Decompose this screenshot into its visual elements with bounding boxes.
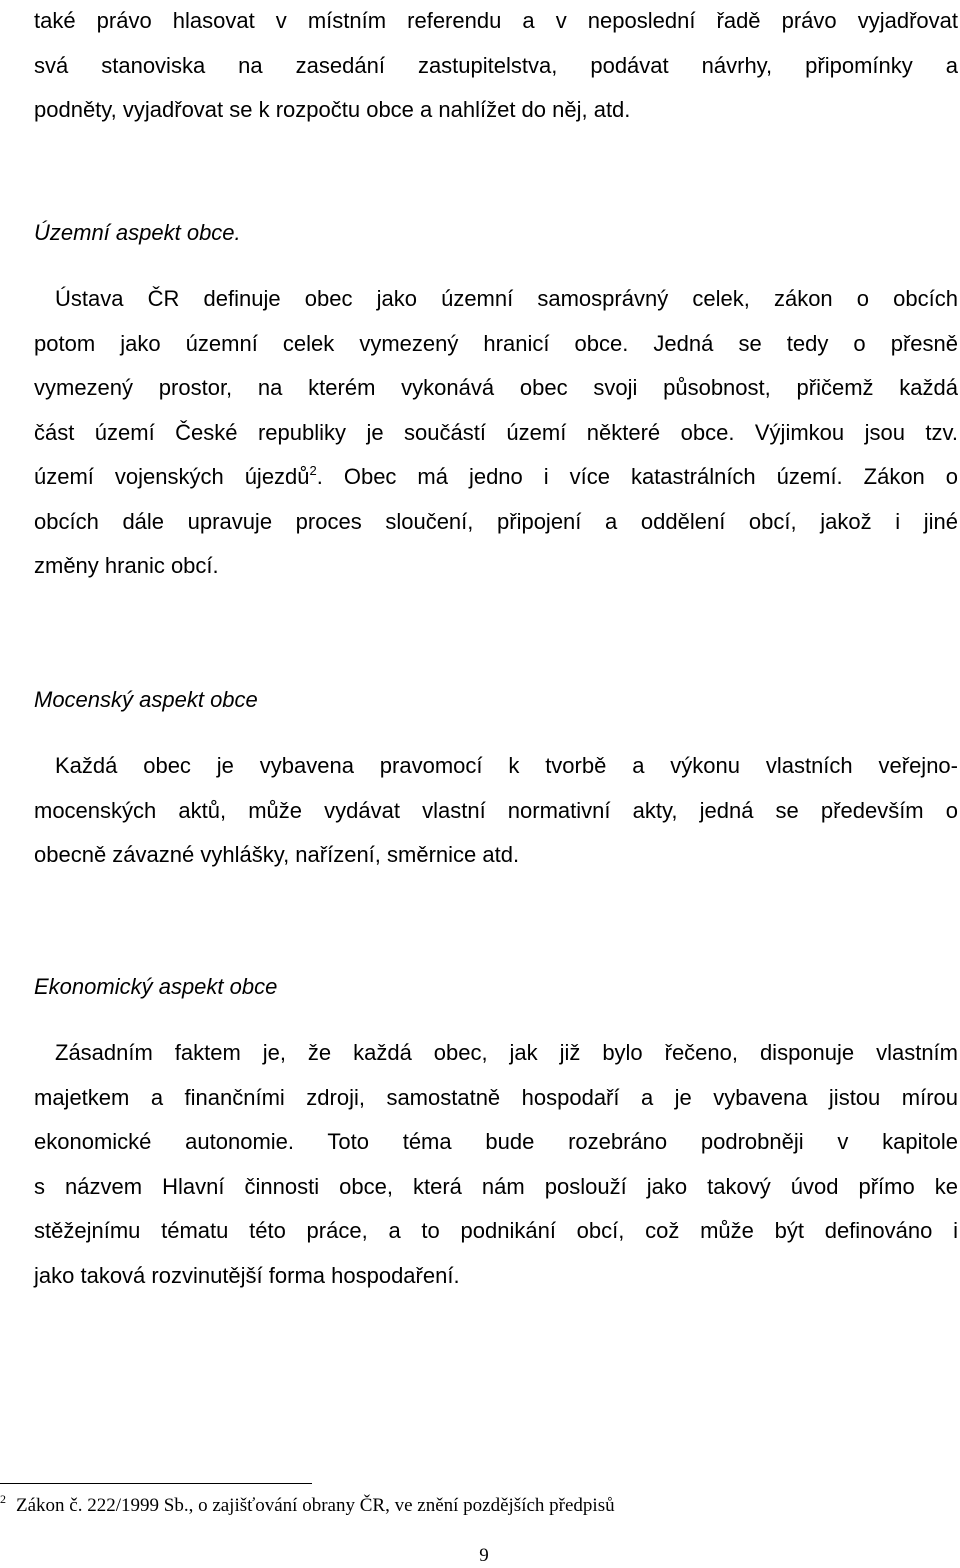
text-line: Ústava ČR definuje obec jako územní samosprávný celek, zákon o obcích [55, 286, 958, 311]
text-segment: území vojenských újezdů [34, 464, 310, 489]
footnote-text: Zákon č. 222/1999 Sb., o zajišťování obrany ČR, ve znění pozdějších předpisů [16, 1495, 615, 1516]
footnote [0, 1492, 615, 1517]
intro-paragraph [34, 0, 958, 133]
text-line: změny hranic obcí. [34, 553, 219, 578]
text-line: obcích dále upravuje proces sloučení, připojení a oddělení obcí, jakož i jiné [34, 508, 958, 534]
territorial-paragraph [34, 277, 958, 589]
text-line: ekonomické autonomie. Toto téma bude rozebráno podrobněji v kapitole [34, 1129, 958, 1154]
footnote-number: 2 [0, 1492, 6, 1506]
text-line: mocenských aktů, může vydávat vlastní normativní akty, jedná se především o [34, 797, 958, 823]
text-line: majetkem a finančními zdroji, samostatně hospodaří a je vybavena jistou mírou [34, 1084, 958, 1110]
section-heading-territorial: Územní aspekt obce. [34, 220, 241, 245]
text-line: potom jako územní celek vymezený hranicí obce. Jedná se tedy o přesně [34, 330, 958, 356]
section-heading-economic: Ekonomický aspekt obce [34, 974, 278, 999]
text-line: svá stanoviska na zasedání zastupitelstva, podávat návrhy, připomínky a [34, 52, 958, 78]
text-line: jako taková rozvinutější forma hospodaření. [34, 1262, 460, 1288]
text-line [34, 455, 958, 500]
text-segment: . Obec má jedno i více katastrálních území. Zákon o [316, 464, 958, 489]
text-line: vymezený prostor, na kterém vykonává obec svoji působnost, přičemž každá [34, 375, 958, 400]
power-paragraph [34, 744, 958, 878]
text-line: podněty, vyjadřovat se k rozpočtu obce a nahlížet do něj, atd. [34, 97, 631, 122]
text-line: s názvem Hlavní činnosti obce, která nám poslouží jako takový úvod přímo ke [34, 1173, 958, 1199]
section-heading-power: Mocenský aspekt obce [34, 687, 258, 712]
text-line: také právo hlasovat v místním referendu a v neposlední řadě právo vyjadřovat [34, 8, 958, 33]
text-line: Zásadním faktem je, že každá obec, jak již bylo řečeno, disponuje vlastním [55, 1040, 958, 1065]
footnote-reference: 2 [309, 463, 317, 478]
page-number: 9 [479, 1545, 489, 1566]
text-line: stěžejnímu tématu této práce, a to podnikání obcí, což může být definováno i [34, 1218, 958, 1243]
economic-paragraph [34, 1031, 958, 1298]
text-line: část území České republiky je součástí území některé obce. Výjimkou jsou tzv. [34, 419, 958, 445]
footnote-separator [0, 1483, 312, 1484]
text-line: obecně závazné vyhlášky, nařízení, směrnice atd. [34, 842, 520, 867]
text-line: Každá obec je vybavena pravomocí k tvorbě a výkonu vlastních veřejno- [55, 753, 958, 778]
